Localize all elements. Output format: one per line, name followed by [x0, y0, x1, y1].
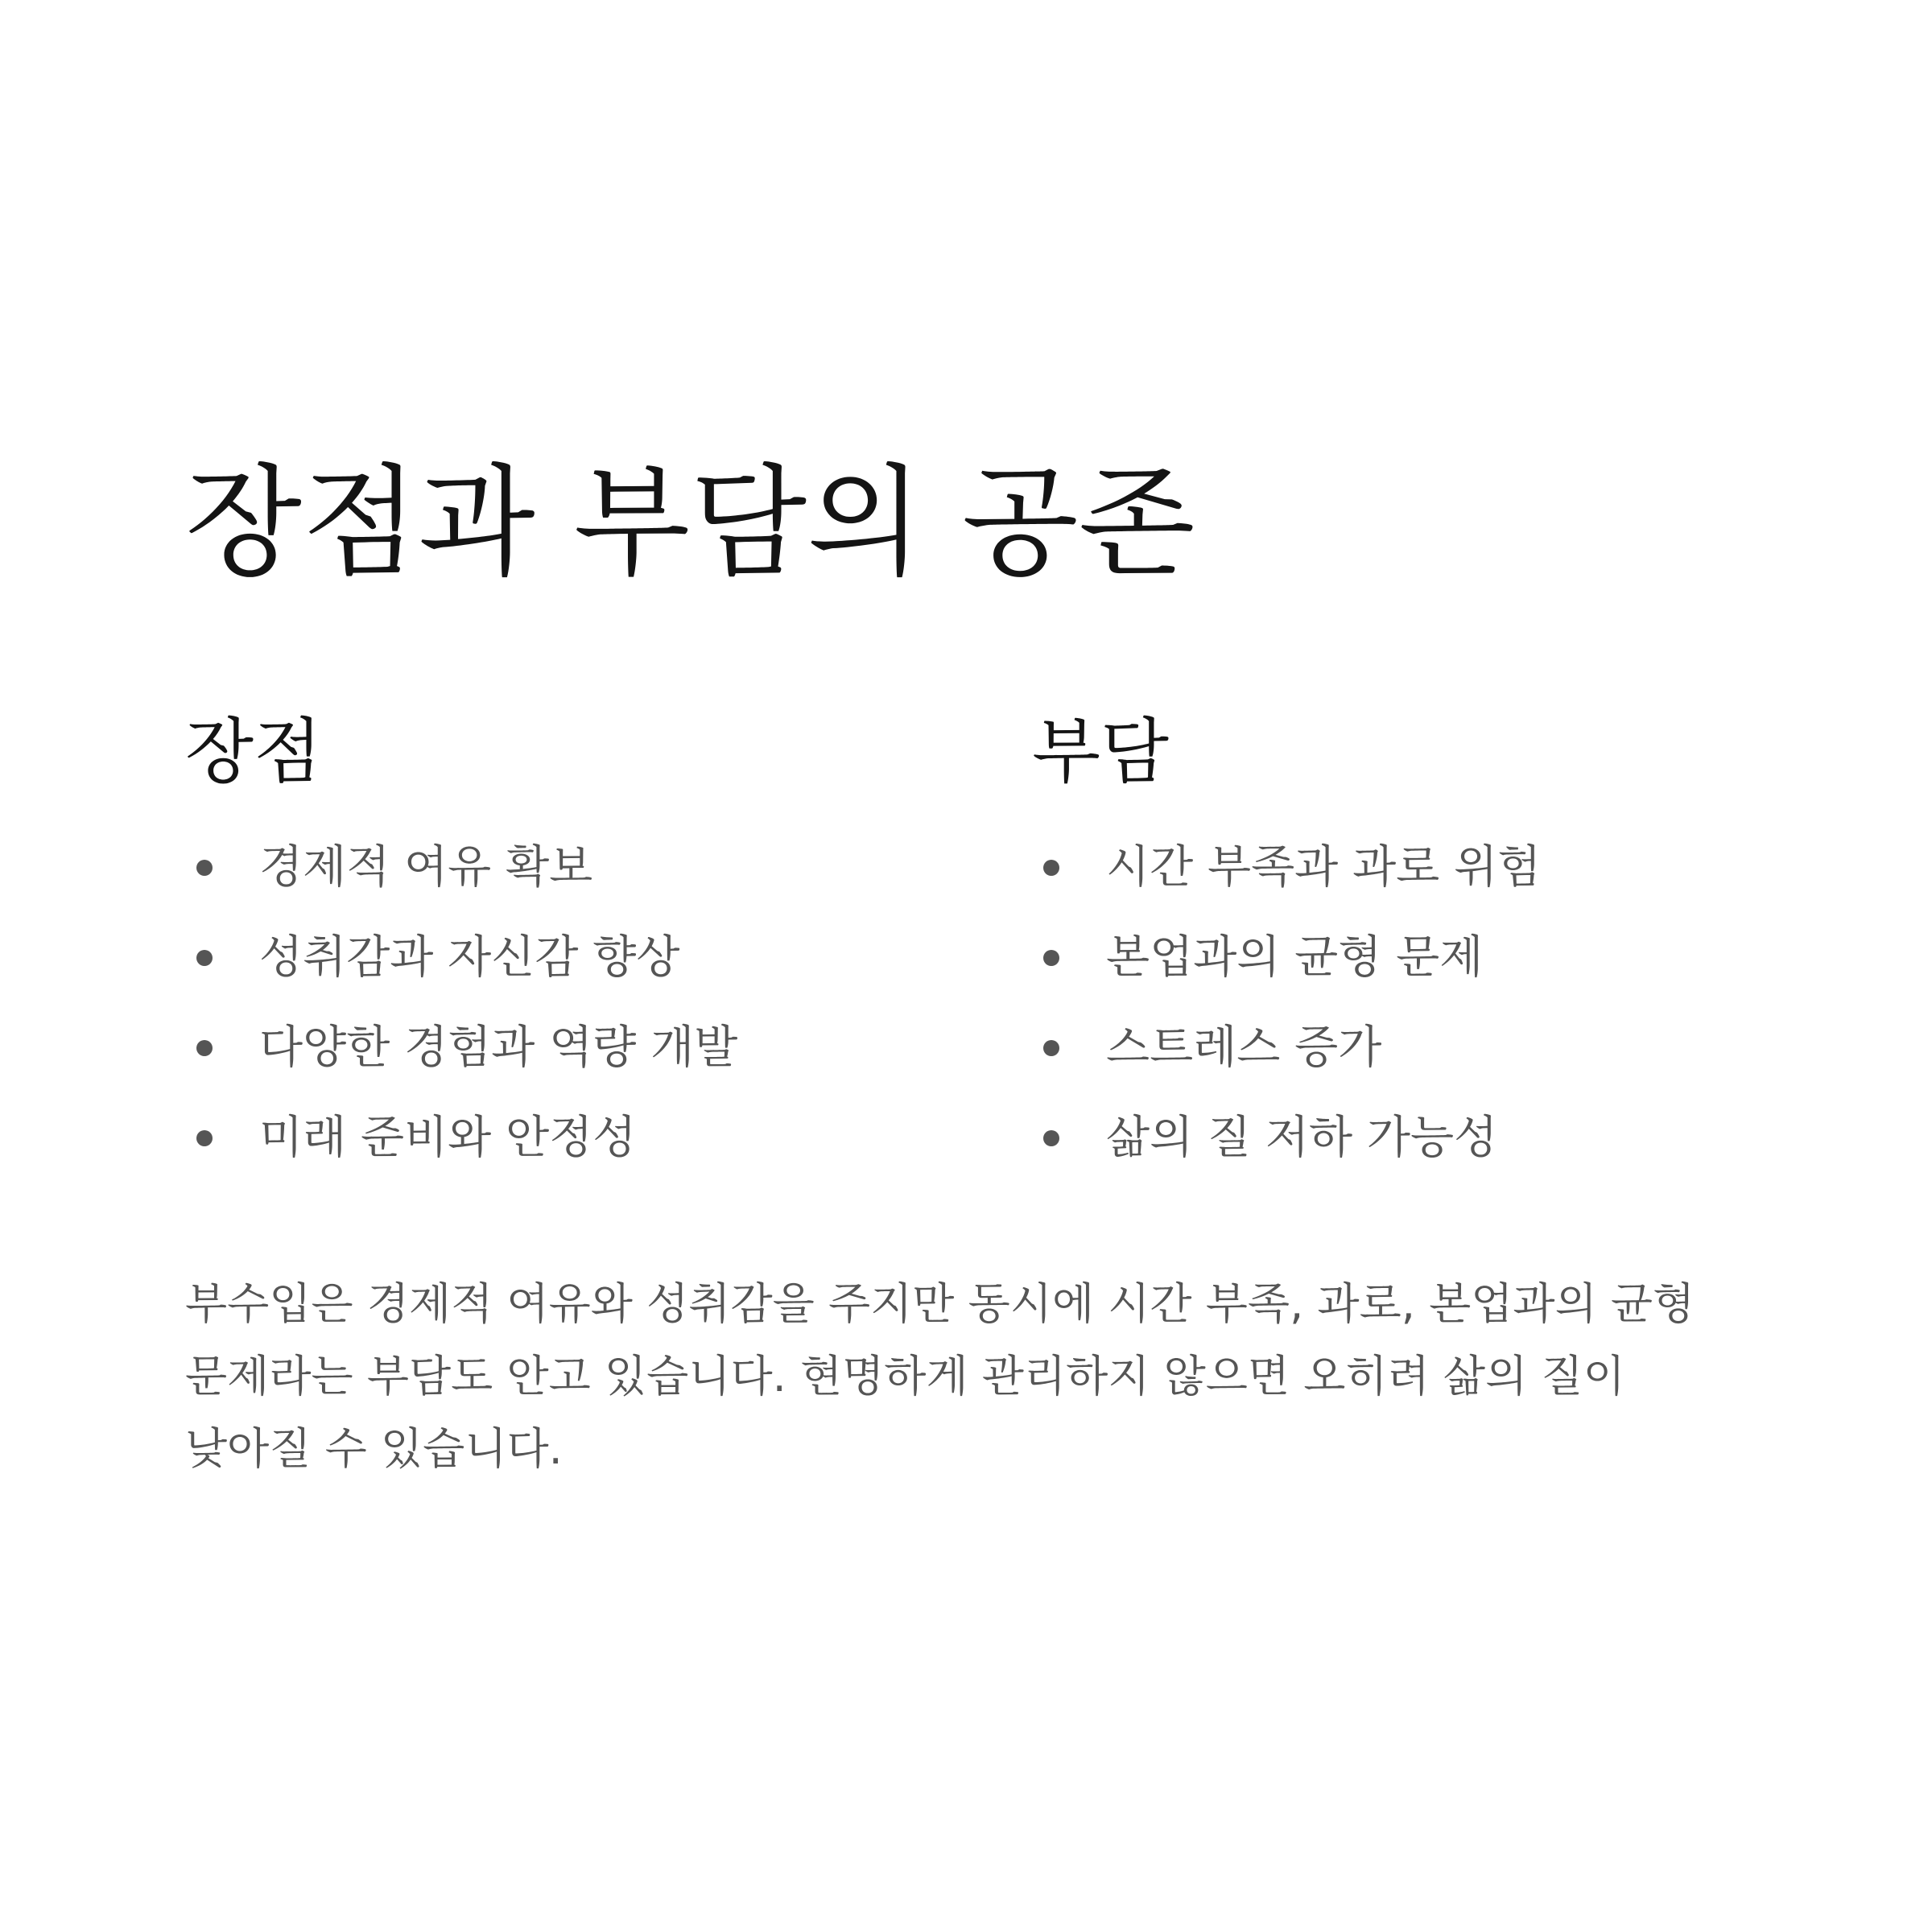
pros-item-text: 미래 준비와 안정성 — [259, 1112, 637, 1164]
bullet-icon — [196, 1040, 213, 1056]
cons-item-text: 삶의 질 저하 가능성 — [1106, 1112, 1498, 1164]
cons-item-text: 본업과의 균형 문제 — [1106, 931, 1484, 984]
bullet-icon — [196, 950, 213, 966]
bullet-icon — [1043, 1040, 1059, 1056]
bullet-icon — [1043, 1130, 1059, 1146]
cons-item-text: 스트레스 증가 — [1106, 1022, 1382, 1074]
bullet-icon — [1043, 950, 1059, 966]
cons-heading: 부담 — [1032, 710, 1170, 793]
pros-column — [185, 710, 950, 1164]
pros-item-text: 다양한 경험과 역량 개발 — [259, 1022, 738, 1074]
page-title: 장점과 부담의 공존 — [185, 453, 1195, 593]
pros-item-text: 경제적 여유 확보 — [259, 841, 593, 894]
pros-heading: 장점 — [185, 710, 323, 793]
bullet-icon — [196, 1130, 213, 1146]
cons-column — [1032, 710, 1797, 1164]
bullet-icon — [196, 860, 213, 876]
bullet-icon — [1043, 860, 1059, 876]
pros-item-text: 성취감과 자신감 향상 — [259, 931, 680, 984]
cons-item-text: 시간 부족과 과로 위험 — [1106, 841, 1542, 894]
summary-paragraph: 부수입은 경제적 여유와 성취감을 주지만 동시에 시간 부족, 과로, 본업과의 균형 문제라는 부담도 안고 있습니다. 현명하게 관리하지 않으면 오히려 삶의 질이 낮아질 수 있습니다. — [185, 1278, 1695, 1474]
